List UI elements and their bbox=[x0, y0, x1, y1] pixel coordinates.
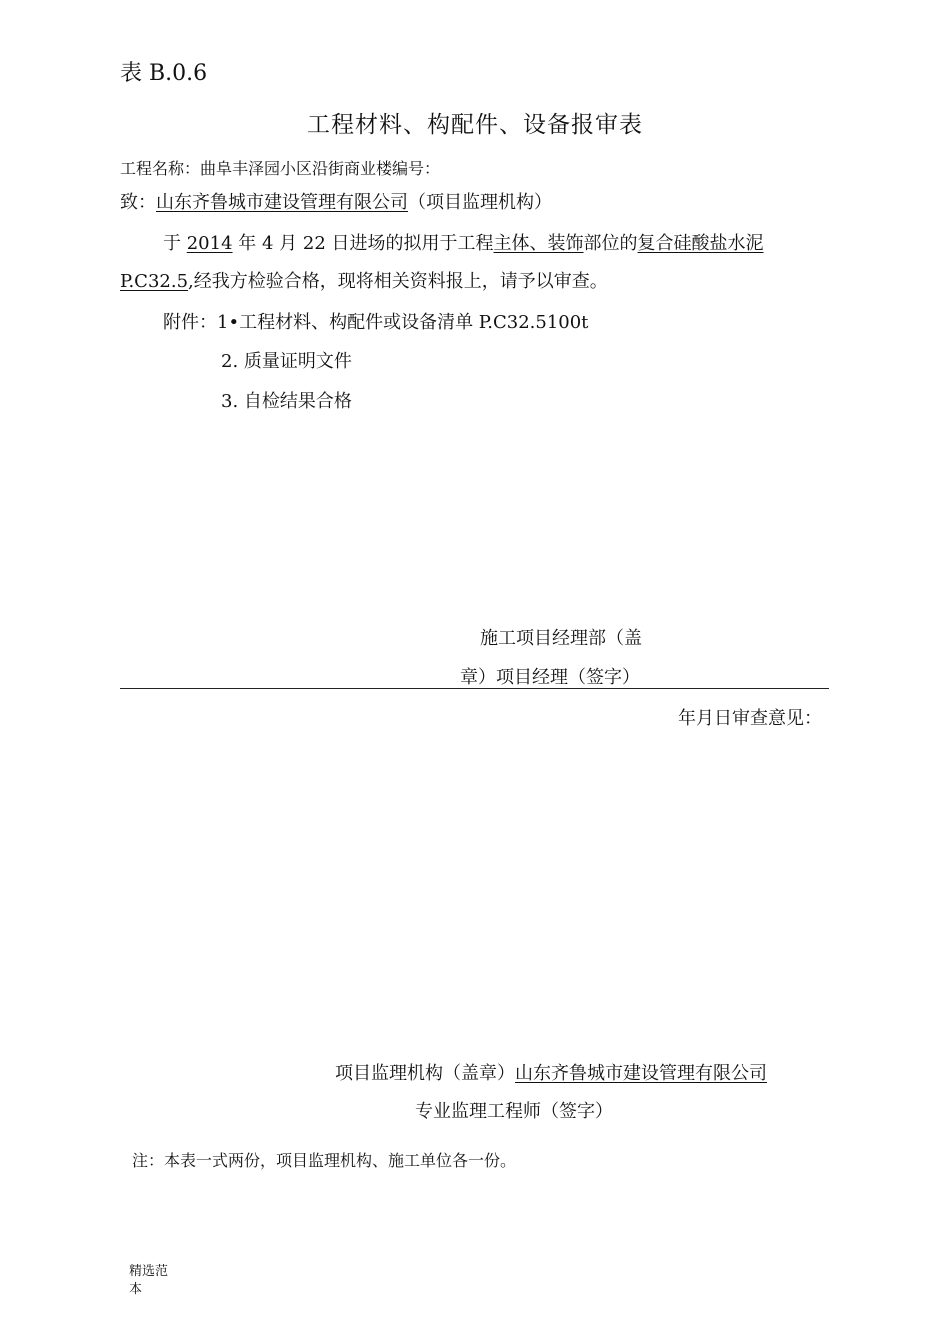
project-name: 曲阜丰泽园小区沿街商业楼 bbox=[200, 159, 393, 178]
attachment-item-3: 3. 自检结果合格 bbox=[221, 391, 352, 412]
body-rest: ,经我方检验合格，现将相关资料报上，请予以审查。 bbox=[188, 271, 608, 292]
body-line-1 bbox=[163, 229, 764, 255]
addressee-org: 山东齐鲁城市建设管理有限公司 bbox=[156, 192, 408, 213]
page-title: 工程材料、构配件、设备报审表 bbox=[307, 112, 643, 138]
addressee-label: 致： bbox=[120, 192, 156, 213]
form-number: 表 B.0.6 bbox=[120, 61, 208, 86]
body-part: 主体、装饰 bbox=[493, 233, 584, 254]
project-number-label: 编号： bbox=[392, 159, 441, 178]
attachment-line-1 bbox=[163, 308, 588, 334]
body-material: 复合硅酸盐水泥 bbox=[637, 233, 764, 254]
body-mid1: 年 4 月 22 日进场的拟用于工程 bbox=[232, 233, 494, 254]
form-note: 注：本表一式两份，项目监理机构、施工单位各一份。 bbox=[132, 1151, 517, 1170]
review-opinion-label: 年月日审查意见： bbox=[678, 708, 822, 729]
supervisor-org-name: 山东齐鲁城市建设管理有限公司 bbox=[515, 1063, 767, 1084]
body-prefix: 于 bbox=[163, 233, 187, 254]
attachments-label: 附件： bbox=[163, 312, 217, 333]
body-mid2: 部位的 bbox=[583, 233, 638, 254]
addressee-suffix: （项目监理机构） bbox=[408, 192, 552, 213]
contractor-signature-line-1: 施工项目经理部（盖 bbox=[480, 628, 642, 649]
contractor-signature-line-2: 章）项目经理（签字） bbox=[460, 667, 640, 688]
project-line bbox=[120, 156, 440, 179]
attachment-item-1: 1•工程材料、构配件或设备清单 P.C32.5100t bbox=[217, 312, 589, 333]
supervisor-org-label: 项目监理机构（盖章） bbox=[335, 1063, 515, 1084]
supervisor-org-line bbox=[335, 1059, 767, 1085]
body-year: 2014 bbox=[186, 233, 233, 254]
footer-text: 精选范本 bbox=[129, 1264, 169, 1297]
supervisor-engineer-signature: 专业监理工程师（签字） bbox=[415, 1101, 613, 1122]
body-grade: P.C32.5 bbox=[120, 271, 189, 292]
section-divider bbox=[120, 688, 829, 689]
attachment-item-2: 2. 质量证明文件 bbox=[221, 351, 352, 372]
project-label: 工程名称： bbox=[120, 159, 201, 178]
addressee-line bbox=[120, 188, 552, 214]
body-line-2 bbox=[120, 267, 608, 293]
